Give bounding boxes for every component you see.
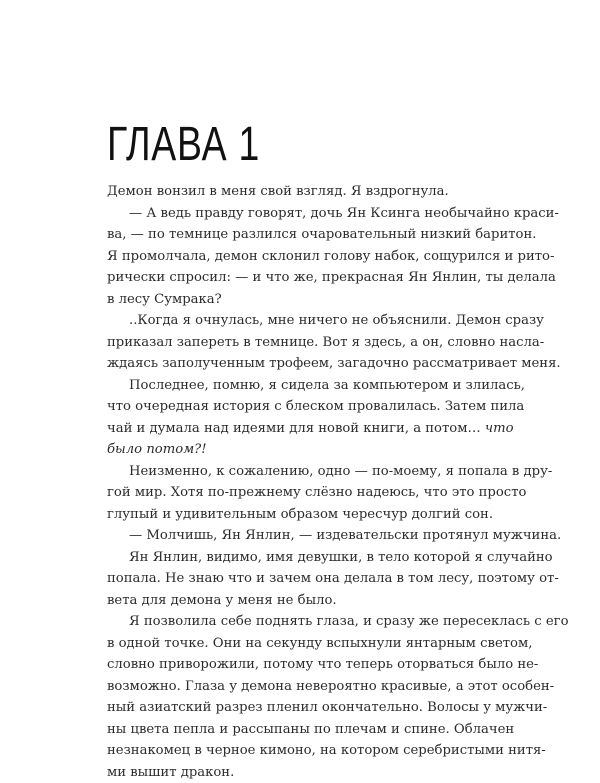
text-line: [107, 762, 493, 783]
text-line-content: что очередная история с блеском провалилась. Затем пила: [107, 399, 524, 414]
text-line-content: ми вышит дракон.: [107, 765, 234, 780]
text-line-content: Последнее, помню, я сидела за компьютером и злилась,: [129, 378, 525, 393]
text-line-content: — Молчишь, Ян Янлин, — издевательски протянул мужчина.: [129, 528, 561, 543]
text-line: [107, 525, 493, 547]
text-line: [107, 439, 493, 461]
text-line-content: ..Когда я очнулась, мне ничего не объяснили. Демон сразу: [129, 313, 544, 328]
text-line: [107, 332, 493, 354]
text-line: [107, 375, 493, 397]
text-line: [107, 547, 493, 569]
text-line-content: незнакомец в черное кимоно, на котором серебристыми нитя-: [107, 743, 546, 758]
text-line-content: ны цвета пепла и рассыпаны по плечам и спине. Облачен: [107, 722, 514, 737]
text-line: [107, 310, 493, 332]
text-line: [107, 267, 493, 289]
text-line: [107, 461, 493, 483]
text-line-content: Я промолчала, демон склонил голову набок, сощурился и рито-: [107, 249, 554, 264]
text-line: [107, 676, 493, 698]
text-line: [107, 353, 493, 375]
text-line-content: приказал запереть в темнице. Вот я здесь, а он, словно насла-: [107, 335, 544, 350]
chapter-title: ГЛАВА 1: [107, 121, 260, 169]
italic-text: было потом?!: [107, 442, 207, 457]
text-line: [107, 181, 493, 203]
italic-text: что: [485, 421, 514, 436]
text-line: [107, 568, 493, 590]
text-line-content: словно приворожили, потому что теперь оторваться было не-: [107, 657, 538, 672]
text-line-content: в лесу Сумрака?: [107, 292, 222, 307]
chapter-body: [107, 181, 493, 783]
text-line-content: Ян Янлин, видимо, имя девушки, в тело которой я случайно: [129, 550, 553, 565]
text-line-content: — А ведь правду говорят, дочь Ян Ксинга необычайно краси-: [129, 206, 559, 221]
text-line: [107, 396, 493, 418]
text-line: [107, 203, 493, 225]
text-line: [107, 590, 493, 612]
text-line-content: глупый и удивительным образом чересчур долгий сон.: [107, 507, 493, 522]
text-line-content: рически спросил: — и что же, прекрасная Ян Янлин, ты делала: [107, 270, 556, 285]
text-line: [107, 719, 493, 741]
text-line-content: возможно. Глаза у демона невероятно красивые, а этот особен-: [107, 679, 554, 694]
text-line-content: вета для демона у меня не было.: [107, 593, 337, 608]
text-line: [107, 740, 493, 762]
text-line-content: Я позволила себе поднять глаза, и сразу же пересеклась с его: [129, 614, 569, 629]
text-line: [107, 482, 493, 504]
text-line-content: попала. Не знаю что и зачем она делала в том лесу, поэтому от-: [107, 571, 559, 586]
text-line-content: ждаясь заполученным трофеем, загадочно рассматривает меня.: [107, 356, 561, 371]
text-line-content: в одной точке. Они на секунду вспыхнули янтарным светом,: [107, 636, 532, 651]
text-line-content: ный азиатский разрез пленил окончательно. Волосы у мужчи-: [107, 700, 547, 715]
text-line: [107, 633, 493, 655]
text-line-content: чай и думала над идеями для новой книги, а потом…: [107, 421, 481, 436]
text-line: [107, 697, 493, 719]
text-line: [107, 654, 493, 676]
text-line-content: гой мир. Хотя по-прежнему слёзно надеюсь, что это просто: [107, 485, 526, 500]
text-line: [107, 289, 493, 311]
text-line-content: Неизменно, к сожалению, одно — по-моему, я попала в дру-: [129, 464, 552, 479]
text-line-content: ва, — по темнице разлился очаровательный низкий баритон.: [107, 227, 536, 242]
text-line: [107, 504, 493, 526]
text-line: [107, 224, 493, 246]
text-line: [107, 611, 493, 633]
text-line-content: Демон вонзил в меня свой взгляд. Я вздрогнула.: [107, 184, 449, 199]
text-line: [107, 246, 493, 268]
text-line: [107, 418, 493, 440]
